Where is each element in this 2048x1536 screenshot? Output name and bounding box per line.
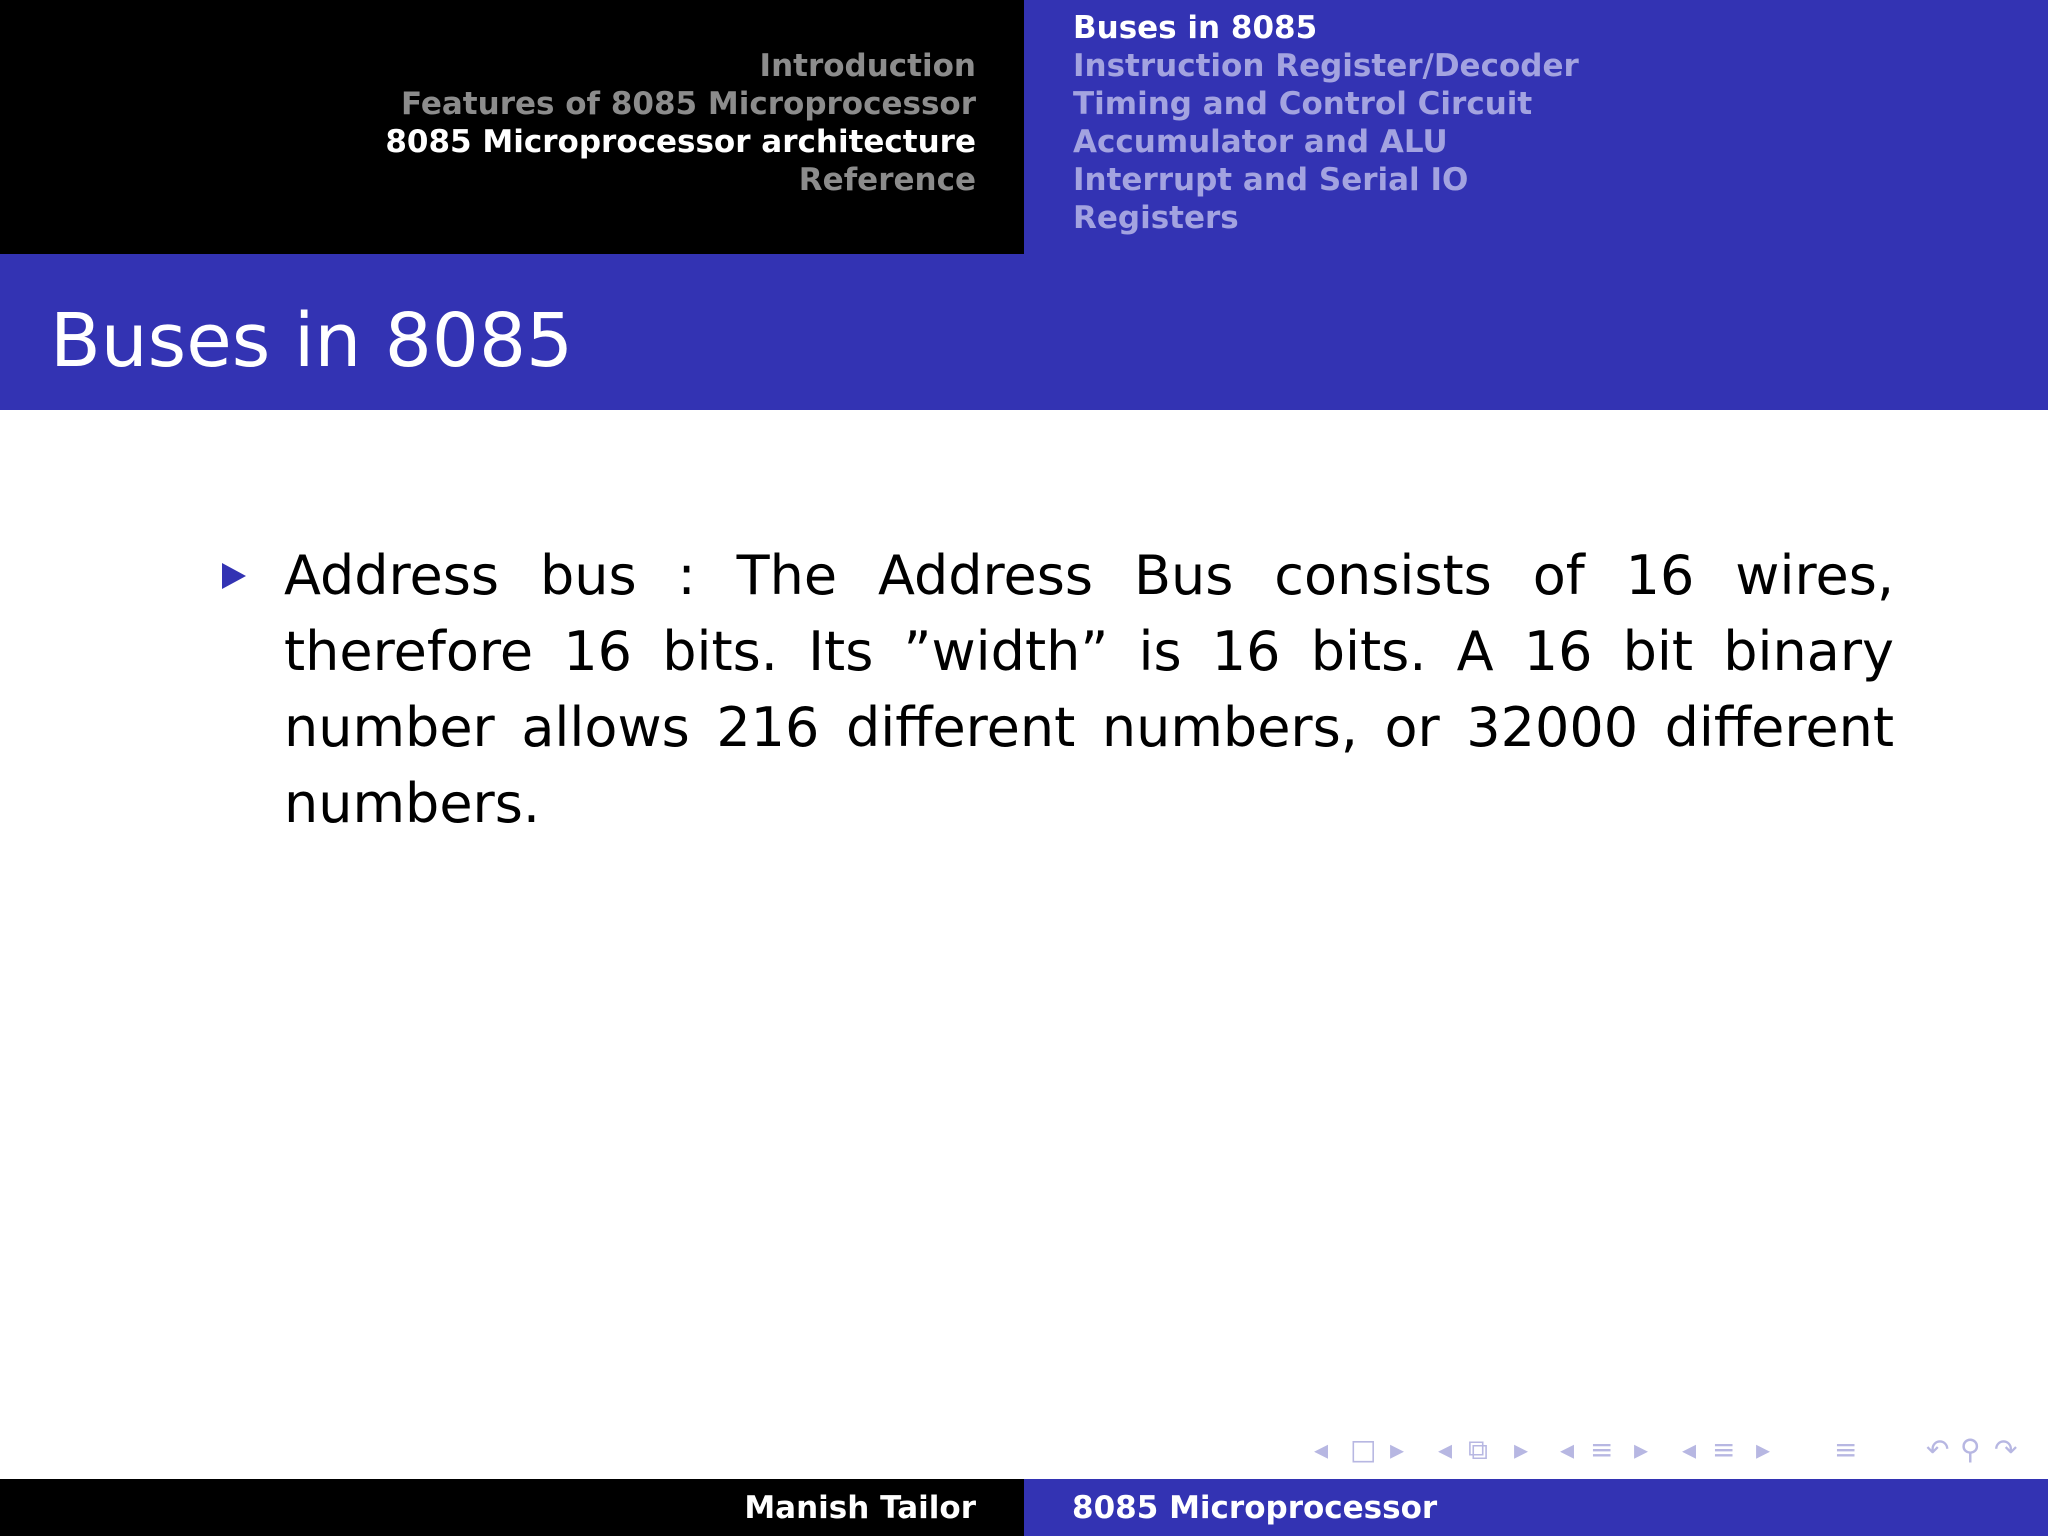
prev-section-icon[interactable]: ◂ bbox=[1560, 1433, 1575, 1466]
bullet-item: Address bus : The Address Bus consists of 16 wires, therefore 16 bits. Its ”width” is 16 bits. A 16 bit binary number allows 216 different numbers, or 32000 different numbers. bbox=[284, 544, 1894, 835]
section-link-reference[interactable]: Reference bbox=[798, 162, 976, 198]
subsection-link-timing-control[interactable]: Timing and Control Circuit bbox=[1073, 86, 1533, 122]
prev-part-icon[interactable]: ◂ bbox=[1682, 1433, 1697, 1466]
next-subsection-icon[interactable]: ▸ bbox=[1514, 1433, 1529, 1466]
subsection-link-interrupt-serial[interactable]: Interrupt and Serial IO bbox=[1073, 162, 1469, 198]
subsection-link-registers[interactable]: Registers bbox=[1073, 200, 1239, 236]
bullet-triangle-icon bbox=[222, 563, 246, 589]
footer-title: 8085 Microprocessor bbox=[1072, 1490, 1438, 1526]
next-part-icon[interactable]: ▸ bbox=[1756, 1433, 1771, 1466]
search-icon[interactable]: ⚲ bbox=[1960, 1433, 1981, 1466]
section-navigation bbox=[385, 47, 976, 199]
document-icon[interactable]: ≡ bbox=[1834, 1433, 1858, 1466]
footer-author: Manish Tailor bbox=[744, 1490, 976, 1526]
next-frame-icon[interactable]: ▸ bbox=[1390, 1433, 1405, 1466]
prev-frame-icon[interactable]: ◂ bbox=[1314, 1433, 1329, 1466]
section-link-architecture[interactable]: 8085 Microprocessor architecture bbox=[385, 124, 976, 160]
subsection-link-buses[interactable]: Buses in 8085 bbox=[1073, 10, 1318, 46]
slide-title: Buses in 8085 bbox=[50, 298, 574, 384]
frame-icon[interactable]: □ bbox=[1350, 1433, 1377, 1466]
subsection-link-instruction-register[interactable]: Instruction Register/Decoder bbox=[1073, 48, 1579, 84]
section-link-features[interactable]: Features of 8085 Microprocessor bbox=[400, 86, 976, 122]
forward-icon[interactable]: ↷ bbox=[1994, 1433, 2018, 1466]
next-section-icon[interactable]: ▸ bbox=[1634, 1433, 1649, 1466]
part-icon[interactable]: ≡ bbox=[1712, 1433, 1736, 1466]
navigation-symbols bbox=[1314, 1432, 2034, 1468]
prev-subsection-icon[interactable]: ◂ bbox=[1438, 1433, 1453, 1466]
back-icon[interactable]: ↶ bbox=[1926, 1433, 1950, 1466]
subsection-navigation bbox=[1073, 9, 1579, 237]
section-icon[interactable]: ≡ bbox=[1590, 1433, 1614, 1466]
subsection-link-accumulator-alu[interactable]: Accumulator and ALU bbox=[1073, 124, 1448, 160]
section-link-introduction[interactable]: Introduction bbox=[759, 48, 976, 84]
subsection-icon[interactable]: ⧉ bbox=[1468, 1433, 1488, 1466]
